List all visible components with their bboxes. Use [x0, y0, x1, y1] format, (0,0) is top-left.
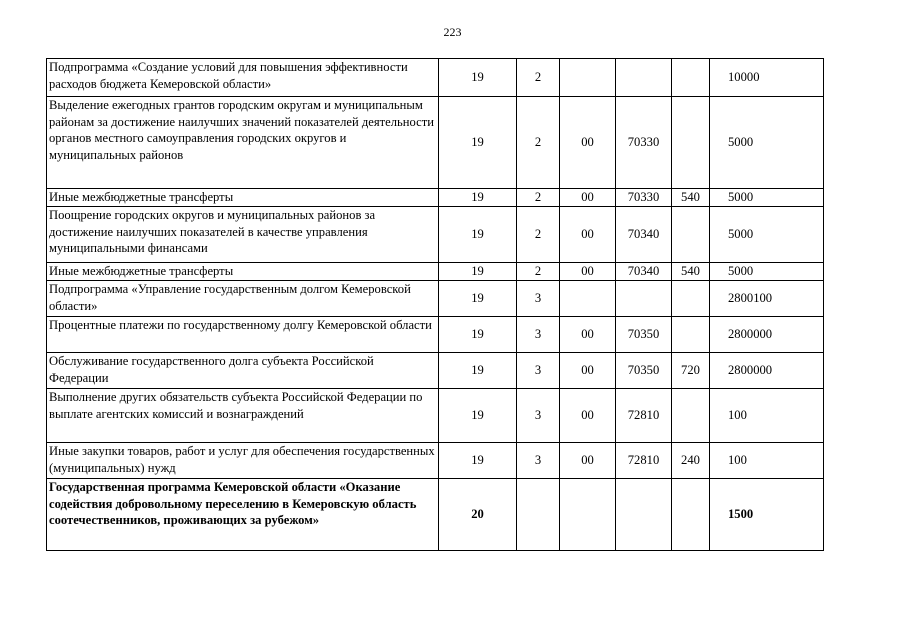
- direction-code-cell: 00: [560, 353, 616, 389]
- row-name-cell: Иные межбюджетные трансферты: [47, 263, 439, 281]
- expense-code-cell: 70330: [616, 97, 672, 189]
- amount-cell: 100: [710, 443, 824, 479]
- budget-table: [46, 58, 824, 551]
- program-code-cell: 19: [439, 443, 517, 479]
- row-name-cell: Подпрограмма «Управление государственным долгом Кемеровской области»: [47, 281, 439, 317]
- expense-type-cell: 540: [672, 189, 710, 207]
- program-code-cell: 19: [439, 389, 517, 443]
- program-code-cell: 19: [439, 189, 517, 207]
- expense-type-cell: 720: [672, 353, 710, 389]
- program-code-cell: 19: [439, 263, 517, 281]
- table-row: [47, 263, 824, 281]
- expense-code-cell: 72810: [616, 389, 672, 443]
- direction-code-cell: 00: [560, 389, 616, 443]
- expense-code-cell: [616, 281, 672, 317]
- expense-code-cell: 70330: [616, 189, 672, 207]
- subprogram-code-cell: 3: [517, 443, 560, 479]
- table-row: [47, 207, 824, 263]
- page-number: 223: [443, 25, 462, 39]
- amount-cell: 2800000: [710, 317, 824, 353]
- program-code-cell: 19: [439, 281, 517, 317]
- expense-type-cell: [672, 389, 710, 443]
- expense-type-cell: 540: [672, 263, 710, 281]
- amount-cell: 2800100: [710, 281, 824, 317]
- program-code-cell: 19: [439, 59, 517, 97]
- table-row: [47, 59, 824, 97]
- expense-code-cell: 70340: [616, 207, 672, 263]
- expense-type-cell: [672, 59, 710, 97]
- direction-code-cell: 00: [560, 317, 616, 353]
- table-row: [47, 479, 824, 551]
- table-row: [47, 443, 824, 479]
- amount-cell: 1500: [710, 479, 824, 551]
- table-row: [47, 189, 824, 207]
- table-row: [47, 281, 824, 317]
- amount-cell: 5000: [710, 207, 824, 263]
- direction-code-cell: [560, 281, 616, 317]
- row-name-cell: Поощрение городских округов и муниципальных районов за достижение наилучших показателей в качестве управления муниципальными финансами: [47, 207, 439, 263]
- amount-cell: 100: [710, 389, 824, 443]
- row-name-cell: Выделение ежегодных грантов городским округам и муниципальным районам за достижение наилучших значений показателей деятельности органов местного самоуправления городских округов и муниципальных районов: [47, 97, 439, 189]
- table-body: [47, 59, 824, 551]
- subprogram-code-cell: 3: [517, 389, 560, 443]
- direction-code-cell: 00: [560, 443, 616, 479]
- subprogram-code-cell: 2: [517, 97, 560, 189]
- subprogram-code-cell: 3: [517, 281, 560, 317]
- row-name-cell: Иные закупки товаров, работ и услуг для обеспечения государственных (муниципальных) нужд: [47, 443, 439, 479]
- subprogram-code-cell: 3: [517, 317, 560, 353]
- program-code-cell: 19: [439, 97, 517, 189]
- direction-code-cell: 00: [560, 97, 616, 189]
- subprogram-code-cell: 2: [517, 59, 560, 97]
- direction-code-cell: 00: [560, 189, 616, 207]
- amount-cell: 5000: [710, 189, 824, 207]
- expense-code-cell: [616, 479, 672, 551]
- expense-code-cell: [616, 59, 672, 97]
- expense-type-cell: [672, 97, 710, 189]
- row-name-cell: Подпрограмма «Создание условий для повышения эффективности расходов бюджета Кемеровской области»: [47, 59, 439, 97]
- expense-type-cell: [672, 207, 710, 263]
- program-code-cell: 19: [439, 207, 517, 263]
- direction-code-cell: 00: [560, 207, 616, 263]
- expense-type-cell: 240: [672, 443, 710, 479]
- table-row: [47, 353, 824, 389]
- program-code-cell: 19: [439, 353, 517, 389]
- row-name-cell: Обслуживание государственного долга субъекта Российской Федерации: [47, 353, 439, 389]
- direction-code-cell: [560, 479, 616, 551]
- row-name-cell: Иные межбюджетные трансферты: [47, 189, 439, 207]
- program-code-cell: 19: [439, 317, 517, 353]
- direction-code-cell: 00: [560, 263, 616, 281]
- row-name-cell: Государственная программа Кемеровской области «Оказание содействия добровольному переселению в Кемеровскую область соотечественников, проживающих за рубежом»: [47, 479, 439, 551]
- direction-code-cell: [560, 59, 616, 97]
- expense-code-cell: 70350: [616, 317, 672, 353]
- expense-type-cell: [672, 479, 710, 551]
- amount-cell: 5000: [710, 97, 824, 189]
- subprogram-code-cell: 2: [517, 189, 560, 207]
- table-row: [47, 97, 824, 189]
- subprogram-code-cell: 3: [517, 353, 560, 389]
- table-row: [47, 389, 824, 443]
- table-row: [47, 317, 824, 353]
- expense-code-cell: 70340: [616, 263, 672, 281]
- amount-cell: 5000: [710, 263, 824, 281]
- row-name-cell: Выполнение других обязательств субъекта Российской Федерации по выплате агентских комиссий и вознаграждений: [47, 389, 439, 443]
- expense-code-cell: 72810: [616, 443, 672, 479]
- program-code-cell: 20: [439, 479, 517, 551]
- amount-cell: 10000: [710, 59, 824, 97]
- expense-type-cell: [672, 317, 710, 353]
- row-name-cell: Процентные платежи по государственному долгу Кемеровской области: [47, 317, 439, 353]
- subprogram-code-cell: 2: [517, 207, 560, 263]
- expense-code-cell: 70350: [616, 353, 672, 389]
- subprogram-code-cell: 2: [517, 263, 560, 281]
- amount-cell: 2800000: [710, 353, 824, 389]
- subprogram-code-cell: [517, 479, 560, 551]
- expense-type-cell: [672, 281, 710, 317]
